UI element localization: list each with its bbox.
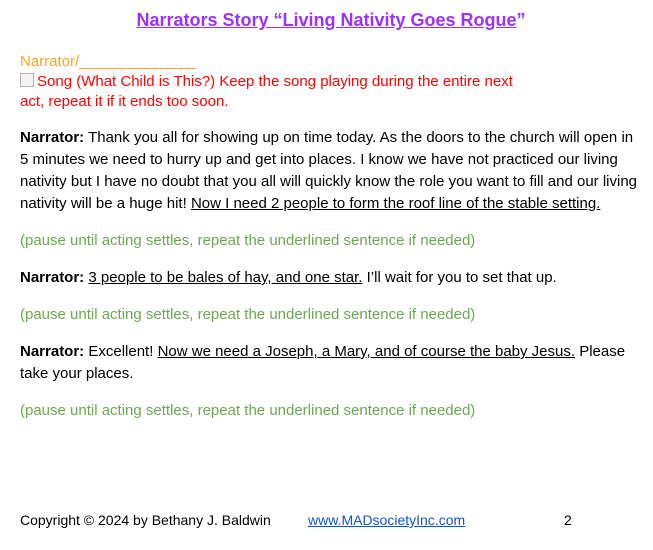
narrator-paragraph-3	[20, 341, 642, 385]
pause-note-1: (pause until acting settles, repeat the underlined sentence if needed)	[20, 232, 476, 249]
underlined-cue: Now we need a Joseph, a Mary, and of course the baby Jesus.	[157, 343, 576, 360]
song-line-1: Song (What Child is This?) Keep the song playing during the entire next	[37, 73, 513, 90]
song-instruction	[20, 72, 642, 112]
speaker-label: Narrator:	[20, 343, 85, 360]
document-page	[20, 8, 642, 422]
narrator-paragraph-2	[20, 267, 642, 289]
paragraph-text: Thank you all for showing up on time today. As the doors to the church will open in 5 minutes we need to hurry up and get into places. I know we have not practiced our living nativity but I have no doubt that you all will quickly know the role you want to fill and our living nativity will be a huge hit!	[20, 129, 638, 212]
title-text: Narrators Story “Living Nativity Goes Rogue	[136, 10, 517, 30]
website-link[interactable]: www.MADsocietyInc.com	[308, 512, 466, 528]
title-end-quote: ”	[516, 10, 526, 30]
narrator-paragraph-1	[20, 127, 642, 215]
page-number: 2	[564, 512, 572, 528]
song-checkbox[interactable]	[20, 73, 34, 87]
page-title	[20, 8, 642, 32]
paragraph-after: Please take your places.	[20, 343, 626, 382]
underlined-cue: 3 people to be bales of hay, and one star.	[88, 269, 363, 286]
pause-note-2: (pause until acting settles, repeat the underlined sentence if needed)	[20, 306, 476, 323]
song-line-2: act, repeat it if it ends too soon.	[20, 93, 229, 110]
underlined-cue: Now I need 2 people to form the roof line of the stable setting.	[190, 195, 601, 212]
paragraph-text: Excellent!	[84, 343, 158, 360]
narrator-cue: Narrator/______________	[20, 53, 196, 70]
pause-note-3: (pause until acting settles, repeat the underlined sentence if needed)	[20, 402, 476, 419]
speaker-label: Narrator:	[20, 129, 85, 146]
copyright-text: Copyright © 2024 by Bethany J. Baldwin	[20, 512, 271, 528]
paragraph-after: I’ll wait for you to set that up.	[362, 269, 557, 286]
speaker-label: Narrator:	[20, 269, 85, 286]
